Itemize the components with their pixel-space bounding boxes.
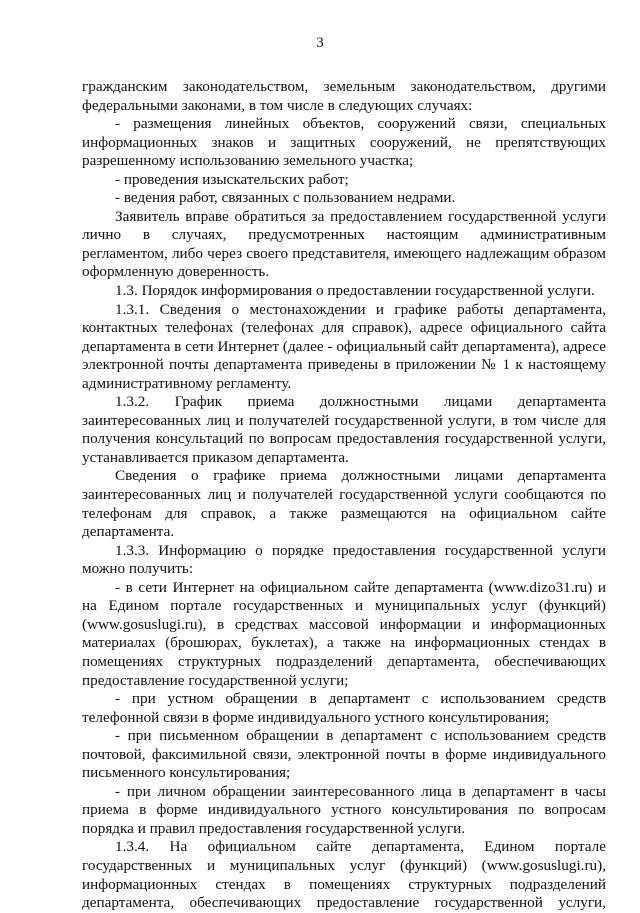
text-line: 1.3. Порядок информирования о предоставлении государственной услуги.: [115, 282, 595, 300]
text-line: 1.3.4. На официальном сайте департамента, Едином портале: [115, 838, 606, 856]
text-line: - при личном обращении заинтересованного лица в департамент в часы: [115, 782, 606, 800]
text-line: можно получить:: [82, 560, 194, 578]
text-line: предоставление государственной услуги;: [82, 671, 349, 689]
text-line: государственных и муниципальных услуг (функций) (www.gosuslugi.ru),: [82, 856, 606, 874]
text-line: - ведения работ, связанных с пользованием недрами.: [115, 189, 456, 207]
text-line: разрешенному использованию земельного участка;: [82, 152, 414, 170]
text-line: заинтересованных лиц и получателей государственной услуги сообщаются по: [82, 486, 606, 504]
text-line: заинтересованных лиц и получателей государственной услуги, в том числе для: [82, 411, 606, 429]
text-line: информационных знаков и защитных сооружений, не препятствующих: [82, 133, 606, 151]
text-line: административному регламенту.: [82, 374, 292, 392]
text-line: электронной почты департамента приведены в приложении № 1 к настоящему: [82, 356, 606, 374]
text-line: департамента, обеспечивающих предоставление государственной услуги,: [82, 894, 606, 912]
text-line: - размещения линейных объектов, сооружений связи, специальных: [115, 115, 606, 133]
text-line: оформленную доверенность.: [82, 263, 270, 281]
document-body: [82, 78, 606, 913]
text-line: 1.3.3. Информацию о порядке предоставления государственной услуги: [115, 541, 606, 559]
text-line: гражданским законодательством, земельным законодательством, другими: [82, 78, 606, 95]
text-line: устанавливается приказом департамента.: [82, 448, 349, 466]
text-line: получения консультаций по вопросам предоставления государственной услуги,: [82, 430, 606, 448]
text-line: лично в случаях, предусмотренных настоящим административным: [82, 226, 606, 244]
text-line: - в сети Интернет на официальном сайте департамента (www.dizo31.ru) и: [115, 578, 606, 596]
text-line: Заявитель вправе обратиться за предоставлением государственной услуги: [115, 207, 606, 225]
text-line: 1.3.2. График приема должностными лицами департамента: [115, 393, 606, 411]
text-line: телефонам для справок, а также размещаются на официальном сайте: [82, 504, 606, 522]
text-line: приема в форме индивидуального устного консультирования по вопросам: [82, 801, 606, 819]
text-line: информационных стендах в помещениях структурных подразделений: [82, 875, 606, 893]
text-line: 1.3.1. Сведения о местонахождении и графике работы департамента,: [115, 300, 606, 318]
text-line: - при письменном обращении в департамент с использованием средств: [115, 727, 606, 745]
text-line: порядка и правил предоставления государственной услуги.: [82, 819, 466, 837]
text-line: почтовой, факсимильной связи, электронной почты в форме индивидуального: [82, 745, 606, 763]
text-line: (www.gosuslugi.ru), в средствах массовой информации и информационных: [82, 615, 606, 633]
text-line: департамента в сети Интернет (далее - официальный сайт департамента), адресе: [82, 337, 606, 355]
text-line: письменного консультирования;: [82, 764, 291, 782]
page-number: 3: [316, 35, 324, 51]
text-line: Сведения о графике приема должностными лицами департамента: [115, 467, 606, 485]
text-line: на Едином портале государственных и муниципальных услуг (функций): [82, 597, 606, 615]
text-line: федеральными законами, в том числе в следующих случаях:: [82, 96, 473, 114]
text-line: телефонной связи в форме индивидуального устного консультирования;: [82, 708, 550, 726]
text-line: контактных телефонах (телефонах для справок), адресе официального сайта: [82, 319, 606, 337]
text-line: департамента.: [82, 523, 175, 541]
text-line: материалах (брошюрах, буклетах), а также на информационных стендах в: [82, 634, 606, 652]
text-line: - при устном обращении в департамент с использованием средств: [115, 690, 606, 708]
text-line: помещениях структурных подразделений департамента, обеспечивающих: [82, 652, 606, 670]
text-line: регламентом, либо через своего представителя, имеющего надлежащим образом: [82, 244, 606, 262]
text-line: - проведения изыскательских работ;: [115, 170, 349, 188]
